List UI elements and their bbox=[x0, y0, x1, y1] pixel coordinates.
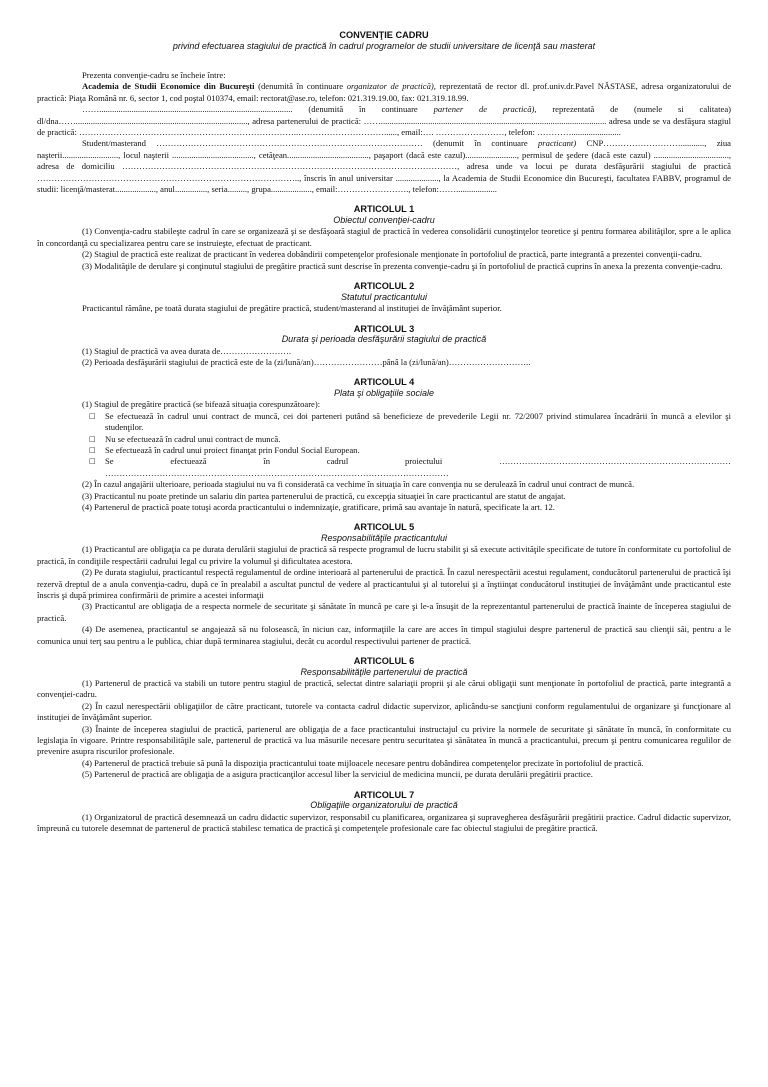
article-1-paragraph: (3) Modalităţile de derulare şi conţinutul stagiului de pregătire practică sunt descrise în prezenta convenţie-cadru şi în portofoliul de practică cuprins în anexa la prezenta convenţie-cadru. bbox=[82, 260, 723, 271]
document-page bbox=[37, 30, 731, 835]
academy-name: Academia de Studii Economice din Bucureşti bbox=[82, 81, 255, 92]
article-7-paragraph: (1) Organizatorul de practică desemnează un cadru didactic supervizor, responsabil cu planificarea, organizarea şi supravegherea desfăşurării pregătirii practice. Cadrul didactic supervizor, împreună cu tutorele desemnat de partenerul de practică stabilesc tematica de practică şi competenţele profesionale care fac obiectul stagiului de pregătire practică. bbox=[37, 811, 731, 834]
partner-role: partener de practică) bbox=[433, 104, 535, 115]
checkbox-icon[interactable]: □ bbox=[89, 457, 96, 466]
article-4-subtitle: Plata şi obligaţiile sociale bbox=[333, 387, 435, 398]
article-1-title: ARTICOLUL 1 bbox=[353, 204, 415, 215]
party-partner bbox=[37, 104, 731, 138]
article-6-paragraph: (4) Partenerul de practică trebuie să pună la dispoziţia practicantului toate mijloacele necesare pentru dobândirea competenţelor precizate în portofoliul de practică. bbox=[82, 757, 644, 768]
option-item bbox=[37, 434, 731, 445]
article-2-paragraph: Practicantul rămâne, pe toată durata stagiului de pregătire practică, student/masterand al instituţiei de învăţământ superior. bbox=[82, 303, 502, 314]
article-6-paragraph: (1) Partenerul de practică va stabili un tutore pentru stagiul de practică, selectat dintre salariaţii proprii şi ale cărui obligaţii sunt menţionate în portofoliul de practică, parte integrantă a convenţiei-cadru. bbox=[37, 678, 731, 700]
option-label: Nu se efectuează în cadrul unui contract de muncă. bbox=[105, 433, 281, 444]
article-1-subtitle: Obiectul convenţiei-cadru bbox=[333, 214, 435, 225]
student-text-2: CNP………………………..........., ziua naşterii.........................., locul naşterii ......................................, cetăţean......................................, paşaport (dacă este cazul)........................, permisul de şedere (dacă este cazul) ..................................., adresa de domiciliu ………………………………………………………………………………………………………, adresa unde va locui pe durata desfăşurării stagiului de practică ……………………………………………………………………………….., înscris în anul universitar ...................., la Academia de Studii Economice din Bucureşti, facultatea FABBV, programul de studii: licenţă/masterat..................., anul..............., seria........., grupa..................., email:……………………., telefon:……................... bbox=[37, 138, 732, 195]
option-item bbox=[37, 411, 731, 434]
article-3-title: ARTICOLUL 3 bbox=[353, 323, 415, 334]
article-6-paragraph: (5) Partenerul de practică are obligaţia de a asigura practicanţilor accesul liber la serviciul de medicina muncii, pe durata derulării pregătirii practice. bbox=[82, 769, 593, 780]
article-3-paragraph: (1) Stagiul de practică va avea durata de……………………. bbox=[82, 345, 292, 356]
article-4-paragraph: (2) În cazul angajării ulterioare, perioada stagiului nu va fi considerată ca vechime în situaţia în care convenţia nu se derulează în cadrul unui contract de muncă. bbox=[82, 479, 635, 490]
article-5-paragraph: (1) Practicantul are obligaţia ca pe durata derulării stagiului de practică să respecte programul de lucru stabilit şi să execute activităţile specificate de tutore în conformitate cu portofoliul de practică, în condiţiile respectării cadrului legal cu privire la volumul şi dificultatea acestora. bbox=[37, 544, 731, 566]
organizer-role: organizator de practică) bbox=[346, 81, 434, 92]
article-4-paragraph: (3) Practicantul nu poate pretinde un salariu din partea partenerului de practică, cu excepţia situaţiei în care practicantul are statut de angajat. bbox=[82, 490, 566, 501]
article-1-paragraph: (2) Stagiul de practică este realizat de practicant în vederea dobândirii competenţelor profesionale menţionate în portofoliul de practică, parte integrantă a prezentei convenţii-cadru. bbox=[82, 249, 702, 260]
article-3-subtitle: Durata şi perioada desfăşurării stagiului de practică bbox=[281, 334, 487, 344]
article-5-subtitle: Responsabilităţile practicantului bbox=[320, 532, 448, 543]
article-7-subtitle: Obligaţiile organizatorului de practică bbox=[310, 800, 458, 811]
article-4-paragraph: (4) Partenerul de practică poate totuşi acorda practicantului o indemnizaţie, gratificare, primă sau avantaje în natură, specificate la art. 12. bbox=[82, 501, 555, 512]
article-6-subtitle: Responsabilităţile partenerului de practică bbox=[300, 666, 468, 677]
article-5-paragraph: (2) Pe durata stagiului, practicantul respectă regulamentul de ordine interioară al partenerului de practică. În cazul nerespectării acestui regulament, conducătorul partenerului de practică îşi rezervă dreptul de a anula convenţia-cadru, după ce în prealabil a ascultat punctul de vedere al practicantului şi al tutorelui şi a înştiinţat conducătorul instituţiei de învăţământ unde practicantul este înscris şi după primirea confirmării de primire a acestei informaţii bbox=[37, 567, 731, 600]
article-6-paragraph: (3) Înainte de începerea stagiului de practică, partenerul are obligaţia de a face practicantului instructajul cu privire la normele de securitate şi sănătate în muncă, în conformitate cu legislaţia în vigoare. Printre responsabilităţile sale, partenerul de practică va lua măsurile necesare pentru securitatea şi sănătatea în muncă a practicantului, precum şi pentru comunicarea regulilor de prevenire asupra riscurilor profesionale. bbox=[37, 723, 731, 757]
article-3-paragraph: (2) Perioada desfăşurării stagiului de practică este de la (zi/lună/an)……………………pânâ la (zi/lună/an)……………………….. bbox=[82, 356, 531, 367]
partner-text-1: …….......................................................................................... (denumită în continuare bbox=[82, 104, 434, 115]
article-5-paragraph: (4) De asemenea, practicantul se angajează să nu folosească, în niciun caz, informaţiile la care are acces în timpul stagiului despre partenerul de practică sau clienţii săi, pentru a le comunica unui terţ sau pentru a le publica, chiar după terminarea stagiului, decât cu acordul respectivului partener de practică. bbox=[37, 624, 731, 646]
option-label: Se efectuează în cadrul proiectului ……………………………………………………………………… ………………………………………………………………………………………………………… bbox=[105, 456, 731, 478]
document-title: CONVENŢIE CADRU bbox=[339, 30, 429, 40]
option-item bbox=[37, 456, 731, 479]
organizer-text-1: (denumită în continuare bbox=[254, 81, 347, 92]
partner-text-2: , reprezentată de (numele si calitatea) dl/dna……................................................................................, adresa partenerului de practică: ……......................................................................................................... adresa unde se va desfăşura stagiul de practică: …………………………………………………………………..…………………………......, email:…. ……………………, telefon: …………....................... bbox=[37, 104, 731, 138]
student-text-1: Student/masterand ………………………………………………………………………………… (denumit în continuare bbox=[82, 138, 538, 149]
party-student bbox=[37, 138, 731, 195]
article-2-subtitle: Statutul practicantului bbox=[340, 291, 428, 302]
party-organizer bbox=[37, 81, 731, 104]
parties-intro: Prezenta convenţie-cadru se încheie între: bbox=[82, 70, 226, 80]
article-2-title: ARTICOLUL 2 bbox=[353, 281, 415, 292]
student-role: practicant) bbox=[538, 138, 577, 149]
article-4-options bbox=[37, 411, 731, 479]
article-6-paragraph: (2) În cazul nerespectării obligaţiilor de către practicant, tutorele va contacta cadrul didactic supervizor, aplicându-se sancţiuni conform regulamentului de organizare şi funcţionare al instituţiei de învăţământ superior. bbox=[37, 700, 731, 723]
organizer-text-2: , reprezentată de rector dl. prof.univ.dr.Pavel NĂSTASE, adresa organizatorului de practică: Piaţa Română nr. 6, sector 1, cod poştal 010374, email: rectorat@ase.ro, telefon: 021.319.19.00, fax: 021.319.18.99. bbox=[37, 81, 732, 103]
article-5-paragraph: (3) Practicantul are obligaţia de a respecta normele de securitate şi sănătate în muncă pe care şi le-a însuşit de la reprezentantul partenerului de practică înainte de începerea stagiului de practică. bbox=[37, 601, 731, 623]
checkbox-icon[interactable]: □ bbox=[89, 434, 96, 443]
article-4-title: ARTICOLUL 4 bbox=[353, 377, 415, 388]
article-4-intro: (1) Stagiul de pregătire practică (se bifează situaţia corespunzătoare): bbox=[82, 399, 321, 410]
option-item bbox=[37, 445, 731, 456]
checkbox-icon[interactable]: □ bbox=[89, 411, 96, 420]
article-1-paragraph: (1) Convenţia-cadru stabileşte cadrul în care se organizează şi se desfăşoară stagiul de practică în vederea consolidării cunoştinţelor teoretice şi pentru formarea abilităţilor, spre a le aplica în concordanţă cu specializarea pentru care se instruieşte, efectuat de practicant. bbox=[37, 226, 731, 248]
option-label: Se efectuează în cadrul unui proiect finanţat prin Fondul Social European. bbox=[105, 444, 360, 455]
checkbox-icon[interactable]: □ bbox=[89, 445, 96, 454]
article-6-title: ARTICOLUL 6 bbox=[353, 656, 415, 667]
option-label: Se efectuează în cadrul unui contract de muncă, cei doi parteneri putând să beneficieze de prevederile Legii nr. 72/2007 privind stimularea încadrării în muncă a elevilor şi studenţilor. bbox=[105, 410, 731, 433]
document-subtitle: privind efectuarea stagiului de practică în cadrul programelor de studii universitare de licenţă sau masterat bbox=[172, 41, 596, 51]
article-5-title: ARTICOLUL 5 bbox=[353, 522, 415, 533]
article-7-title: ARTICOLUL 7 bbox=[353, 789, 415, 800]
